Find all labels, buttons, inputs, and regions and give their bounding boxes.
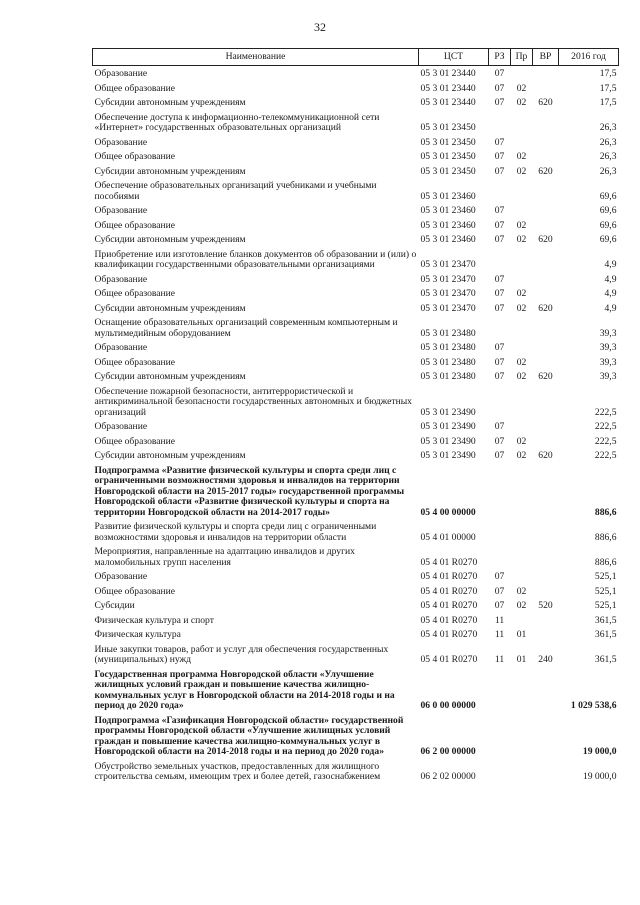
- row-name-cell: Общее образование: [94, 356, 176, 368]
- row-rz-cell: 07: [494, 342, 505, 353]
- row-cst-cell: 05 3 01 23490: [420, 406, 476, 418]
- row-vr-cell: [533, 110, 559, 135]
- row-name-cell: Физическая культура и спорт: [94, 614, 214, 626]
- row-pr-cell: [511, 315, 533, 340]
- row-name-cell: Подпрограмма «Развитие физической культуры и спорта среди лиц с ограниченными возможностями здоровья и инвалидов на территории Новгородской области на 2015-2017 годы» государственной программы Новгородской области «Развитие физической культуры и спорта на территории Новгородской области на 2014-2017 годы»: [94, 464, 405, 518]
- row-cst-cell: 05 3 01 23450: [420, 151, 476, 162]
- row-name-cell: Приобретение или изготовление бланков документов об образовании и (или) о квалификации государственными образовательными организациями: [94, 248, 417, 270]
- row-cst-cell: 06 2 00 00000: [420, 746, 476, 757]
- row-rz-cell: [489, 178, 511, 203]
- row-rz-cell: 07: [494, 136, 505, 148]
- row-sum-cell: 39,3: [599, 371, 617, 382]
- row-pr-cell: [511, 272, 533, 287]
- row-sum-cell: 26,3: [599, 165, 617, 177]
- row-name-cell: Образование: [94, 571, 148, 582]
- header-vr: ВР: [533, 49, 559, 66]
- row-name-cell: Оснащение образовательных организаций современным компьютерным и мультимедийным оборудованием: [94, 317, 398, 339]
- table-row: [93, 81, 619, 96]
- row-sum-cell: 17,5: [599, 68, 617, 79]
- row-sum-cell: 222,5: [594, 421, 617, 432]
- table-row: [93, 340, 619, 355]
- row-name-cell: Общее образование: [94, 288, 176, 299]
- table-row: [93, 419, 619, 434]
- row-rz-cell: 07: [494, 435, 505, 447]
- row-cst-cell: 05 3 01 23490: [420, 450, 476, 461]
- row-cst-cell: 05 3 01 23460: [420, 190, 476, 202]
- row-sum-cell: 26,3: [599, 136, 617, 148]
- table-row: [93, 164, 619, 179]
- table-row: [93, 232, 619, 247]
- row-pr-cell: [511, 569, 533, 584]
- row-pr-cell: [511, 519, 533, 544]
- row-name-cell: Иные закупки товаров, работ и услуг для обеспечения государственных (муниципальных) нужд: [94, 643, 389, 665]
- header-year: 2016 год: [559, 49, 619, 66]
- row-rz-cell: [489, 713, 511, 759]
- header-name: Наименование: [93, 49, 419, 66]
- row-cst-cell: 05 3 01 23450: [420, 122, 476, 133]
- row-sum-cell: 39,3: [599, 356, 617, 368]
- row-cst-cell: 05 3 01 23490: [420, 435, 476, 447]
- row-name-cell: Мероприятия, направленные на адаптацию инвалидов и других маломобильных групп населения: [94, 546, 355, 568]
- row-vr-cell: [533, 66, 559, 81]
- row-name-cell: Обеспечение доступа к информационно-телекоммуникационной сети «Интернет» государственных образовательных организаций: [94, 111, 380, 133]
- row-cst-cell: 05 3 01 23480: [420, 342, 476, 353]
- table-row: [93, 135, 619, 150]
- row-rz-cell: [489, 759, 511, 784]
- row-cst-cell: 05 3 01 23450: [420, 136, 476, 148]
- row-rz-cell: 07: [494, 205, 505, 216]
- row-rz-cell: 07: [494, 234, 505, 245]
- table-row: [93, 203, 619, 218]
- row-cst-cell: 05 3 01 23480: [420, 356, 476, 368]
- table-row: [93, 613, 619, 628]
- row-pr-cell: [511, 384, 533, 420]
- row-sum-cell: 525,1: [594, 571, 617, 582]
- row-sum-cell: 525,1: [594, 600, 617, 611]
- row-pr-cell: [511, 178, 533, 203]
- row-sum-cell: 69,6: [599, 190, 617, 202]
- row-sum-cell: 222,5: [594, 435, 617, 447]
- table-row: [93, 463, 619, 520]
- row-pr-cell: [511, 544, 533, 569]
- row-pr-cell: [511, 667, 533, 713]
- row-sum-cell: 19 000,0: [582, 771, 617, 782]
- table-row: [93, 355, 619, 370]
- row-sum-cell: 222,5: [594, 450, 617, 461]
- table-row: [93, 247, 619, 272]
- row-sum-cell: 26,3: [599, 151, 617, 162]
- row-vr-cell: [533, 419, 559, 434]
- row-pr-cell: 01: [516, 629, 527, 640]
- row-pr-cell: 02: [516, 151, 527, 162]
- table-row: [93, 759, 619, 784]
- row-rz-cell: [489, 110, 511, 135]
- row-vr-cell: [533, 384, 559, 420]
- row-cst-cell: 05 3 01 23440: [420, 97, 476, 108]
- table-row: [93, 713, 619, 759]
- table-row: [93, 286, 619, 301]
- row-vr-cell: 620: [538, 302, 553, 314]
- row-name-cell: Субсидии автономным учреждениям: [94, 165, 246, 177]
- budget-table: [92, 48, 619, 784]
- row-cst-cell: 05 4 01 R0270: [420, 600, 478, 611]
- row-vr-cell: [533, 667, 559, 713]
- row-rz-cell: 07: [494, 68, 505, 79]
- row-vr-cell: [533, 627, 559, 642]
- row-rz-cell: [489, 544, 511, 569]
- header-cst: ЦСТ: [419, 49, 489, 66]
- row-name-cell: Образование: [94, 421, 148, 432]
- row-vr-cell: [533, 340, 559, 355]
- row-name-cell: Обеспечение пожарной безопасности, антитеррористической и антикриминальной безопасности государственных автономных и бюджетных организаций: [94, 385, 412, 418]
- row-rz-cell: 07: [494, 302, 505, 314]
- row-vr-cell: 620: [538, 165, 553, 177]
- row-vr-cell: [533, 315, 559, 340]
- row-cst-cell: 05 3 01 23470: [420, 288, 476, 299]
- row-cst-cell: 05 3 01 23480: [420, 371, 476, 382]
- table-row: [93, 178, 619, 203]
- row-pr-cell: [511, 110, 533, 135]
- row-rz-cell: [489, 463, 511, 520]
- row-pr-cell: 02: [516, 600, 527, 611]
- row-vr-cell: 620: [538, 371, 553, 382]
- row-pr-cell: 02: [516, 302, 527, 314]
- row-rz-cell: [489, 519, 511, 544]
- row-cst-cell: 05 3 01 23490: [420, 421, 476, 432]
- row-vr-cell: [533, 135, 559, 150]
- table-row: [93, 544, 619, 569]
- row-name-cell: Общее образование: [94, 585, 176, 597]
- header-pr: Пр: [511, 49, 533, 66]
- row-sum-cell: 19 000,0: [582, 746, 617, 757]
- row-vr-cell: [533, 286, 559, 301]
- row-pr-cell: 02: [516, 234, 527, 245]
- row-sum-cell: 69,6: [599, 219, 617, 231]
- row-sum-cell: 17,5: [599, 82, 617, 94]
- header-rz: РЗ: [489, 49, 511, 66]
- row-cst-cell: 05 3 01 23450: [420, 165, 476, 177]
- row-name-cell: Субсидии автономным учреждениям: [94, 302, 246, 314]
- row-rz-cell: 07: [494, 450, 505, 461]
- row-vr-cell: [533, 247, 559, 272]
- row-name-cell: Обеспечение образовательных организаций учебниками и учебными пособиями: [94, 180, 377, 202]
- row-cst-cell: 05 4 01 R0270: [420, 629, 478, 640]
- row-sum-cell: 69,6: [599, 205, 617, 216]
- row-name-cell: Субсидии автономным учреждениям: [94, 450, 246, 461]
- row-sum-cell: 4,9: [604, 288, 617, 299]
- table-row: [93, 584, 619, 599]
- table-row: [93, 66, 619, 81]
- row-sum-cell: 69,6: [599, 234, 617, 245]
- row-pr-cell: [511, 759, 533, 784]
- row-name-cell: Общее образование: [94, 82, 176, 94]
- table-row: [93, 598, 619, 613]
- row-cst-cell: 05 3 01 23440: [420, 82, 476, 94]
- table-row: [93, 384, 619, 420]
- row-sum-cell: 39,3: [599, 342, 617, 353]
- row-rz-cell: 07: [494, 151, 505, 162]
- row-cst-cell: 05 4 01 R0270: [420, 571, 478, 582]
- row-pr-cell: 02: [516, 435, 527, 447]
- row-pr-cell: [511, 135, 533, 150]
- row-cst-cell: 05 3 01 23470: [420, 302, 476, 314]
- row-vr-cell: [533, 81, 559, 96]
- row-vr-cell: 620: [538, 450, 553, 461]
- row-cst-cell: 05 4 00 00000: [420, 506, 476, 518]
- row-rz-cell: 07: [494, 585, 505, 597]
- row-pr-cell: [511, 340, 533, 355]
- table-row: [93, 95, 619, 110]
- row-rz-cell: 07: [494, 421, 505, 432]
- row-cst-cell: 05 3 01 23460: [420, 205, 476, 216]
- row-name-cell: Образование: [94, 68, 148, 79]
- table-row: [93, 519, 619, 544]
- row-name-cell: Образование: [94, 136, 148, 148]
- row-rz-cell: 07: [494, 571, 505, 582]
- row-cst-cell: 05 3 01 23480: [420, 327, 476, 339]
- row-vr-cell: [533, 713, 559, 759]
- row-name-cell: Образование: [94, 273, 148, 285]
- row-name-cell: Государственная программа Новгородской области «Улучшение жилищных условий граждан и повышение качества жилищно-коммунальных услуг в Новгородской области на 2014-2018 годы и на период до 2020 года»: [94, 668, 395, 711]
- row-pr-cell: 02: [516, 371, 527, 382]
- row-vr-cell: 240: [538, 654, 553, 665]
- row-vr-cell: [533, 434, 559, 449]
- table-row: [93, 667, 619, 713]
- row-cst-cell: 05 3 01 23460: [420, 219, 476, 231]
- row-vr-cell: [533, 149, 559, 164]
- row-sum-cell: 17,5: [599, 97, 617, 108]
- row-name-cell: Физическая культура: [94, 629, 181, 640]
- row-vr-cell: [533, 203, 559, 218]
- table-body: [93, 66, 619, 784]
- row-cst-cell: 06 2 02 00000: [420, 771, 476, 782]
- row-sum-cell: 886,6: [594, 506, 617, 518]
- row-sum-cell: 39,3: [599, 327, 617, 339]
- row-sum-cell: 4,9: [604, 273, 617, 285]
- row-name-cell: Субсидии: [94, 600, 135, 611]
- row-vr-cell: [533, 463, 559, 520]
- row-pr-cell: [511, 419, 533, 434]
- row-cst-cell: 05 3 01 23460: [420, 234, 476, 245]
- row-vr-cell: [533, 355, 559, 370]
- row-vr-cell: [533, 178, 559, 203]
- table-header-row: [93, 49, 619, 66]
- row-rz-cell: [489, 247, 511, 272]
- row-vr-cell: 620: [538, 97, 553, 108]
- row-vr-cell: [533, 519, 559, 544]
- row-rz-cell: 11: [494, 614, 505, 626]
- row-rz-cell: 07: [494, 82, 505, 94]
- row-pr-cell: [511, 247, 533, 272]
- row-name-cell: Обустройство земельных участков, предоставленных для жилищного строительства семьям, имеющим трех и более детей, газоснабжением: [94, 760, 381, 782]
- row-sum-cell: 525,1: [594, 585, 617, 597]
- row-cst-cell: 05 3 01 23470: [420, 259, 476, 270]
- table-row: [93, 434, 619, 449]
- row-rz-cell: 11: [494, 654, 505, 665]
- row-pr-cell: [511, 713, 533, 759]
- row-vr-cell: 520: [538, 600, 553, 611]
- row-cst-cell: 05 3 01 23440: [420, 68, 476, 79]
- row-rz-cell: [489, 384, 511, 420]
- page-number: 32: [314, 20, 326, 34]
- row-pr-cell: 02: [516, 288, 527, 299]
- row-rz-cell: 07: [494, 273, 505, 285]
- table-row: [93, 149, 619, 164]
- row-name-cell: Развитие физической культуры и спорта среди лиц с ограниченными возможностями здоровья и инвалидов на территории области: [94, 521, 377, 543]
- row-pr-cell: 02: [516, 450, 527, 461]
- row-rz-cell: [489, 667, 511, 713]
- row-vr-cell: [533, 613, 559, 628]
- row-sum-cell: 1 029 538,6: [570, 700, 617, 711]
- row-name-cell: Общее образование: [94, 219, 176, 231]
- table-row: [93, 301, 619, 316]
- row-sum-cell: 361,5: [594, 654, 617, 665]
- row-rz-cell: 07: [494, 600, 505, 611]
- table-row: [93, 569, 619, 584]
- table-row: [93, 272, 619, 287]
- row-vr-cell: [533, 272, 559, 287]
- row-name-cell: Субсидии автономным учреждениям: [94, 234, 246, 245]
- row-vr-cell: [533, 218, 559, 233]
- row-vr-cell: [533, 759, 559, 784]
- row-pr-cell: [511, 613, 533, 628]
- row-pr-cell: 02: [516, 82, 527, 94]
- table-row: [93, 448, 619, 463]
- row-rz-cell: 07: [494, 97, 505, 108]
- row-pr-cell: 02: [516, 97, 527, 108]
- row-cst-cell: 05 4 01 00000: [420, 531, 476, 543]
- row-rz-cell: 07: [494, 288, 505, 299]
- row-name-cell: Образование: [94, 342, 148, 353]
- row-name-cell: Субсидии автономным учреждениям: [94, 371, 246, 382]
- row-cst-cell: 05 3 01 23470: [420, 273, 476, 285]
- row-name-cell: Подпрограмма «Газификация Новгородской области» государственной программы Новгородской области «Улучшение жилищных условий граждан и повышение качества жилищно-коммунальных услуг в Новгородской области на 2014-2018 годы и на период до 2020 года»: [94, 714, 404, 757]
- row-sum-cell: 361,5: [594, 614, 617, 626]
- row-sum-cell: 4,9: [604, 302, 617, 314]
- row-sum-cell: 886,6: [594, 556, 617, 568]
- row-cst-cell: 05 4 01 R0270: [420, 614, 478, 626]
- row-cst-cell: 06 0 00 00000: [420, 700, 476, 711]
- row-cst-cell: 05 4 01 R0270: [420, 556, 478, 568]
- row-sum-cell: 361,5: [594, 629, 617, 640]
- row-pr-cell: 02: [516, 356, 527, 368]
- row-pr-cell: 01: [516, 654, 527, 665]
- row-name-cell: Общее образование: [94, 151, 176, 162]
- row-sum-cell: 886,6: [594, 531, 617, 543]
- row-pr-cell: [511, 203, 533, 218]
- table-row: [93, 369, 619, 384]
- row-rz-cell: 07: [494, 219, 505, 231]
- row-vr-cell: [533, 584, 559, 599]
- table-row: [93, 110, 619, 135]
- table-row: [93, 218, 619, 233]
- row-pr-cell: 02: [516, 585, 527, 597]
- row-sum-cell: 4,9: [604, 259, 617, 270]
- table-row: [93, 315, 619, 340]
- row-cst-cell: 05 4 01 R0270: [420, 585, 478, 597]
- row-vr-cell: 620: [538, 234, 553, 245]
- row-rz-cell: 11: [494, 629, 505, 640]
- row-rz-cell: 07: [494, 356, 505, 368]
- row-pr-cell: [511, 463, 533, 520]
- row-vr-cell: [533, 569, 559, 584]
- row-vr-cell: [533, 544, 559, 569]
- table-row: [93, 642, 619, 667]
- row-sum-cell: 222,5: [594, 406, 617, 418]
- row-cst-cell: 05 4 01 R0270: [420, 654, 478, 665]
- row-name-cell: Общее образование: [94, 435, 176, 447]
- row-rz-cell: 07: [494, 371, 505, 382]
- row-pr-cell: [511, 66, 533, 81]
- row-sum-cell: 26,3: [599, 122, 617, 133]
- row-name-cell: Субсидии автономным учреждениям: [94, 97, 246, 108]
- row-pr-cell: 02: [516, 165, 527, 177]
- row-rz-cell: 07: [494, 165, 505, 177]
- row-pr-cell: 02: [516, 219, 527, 231]
- table-row: [93, 627, 619, 642]
- row-rz-cell: [489, 315, 511, 340]
- row-name-cell: Образование: [94, 205, 148, 216]
